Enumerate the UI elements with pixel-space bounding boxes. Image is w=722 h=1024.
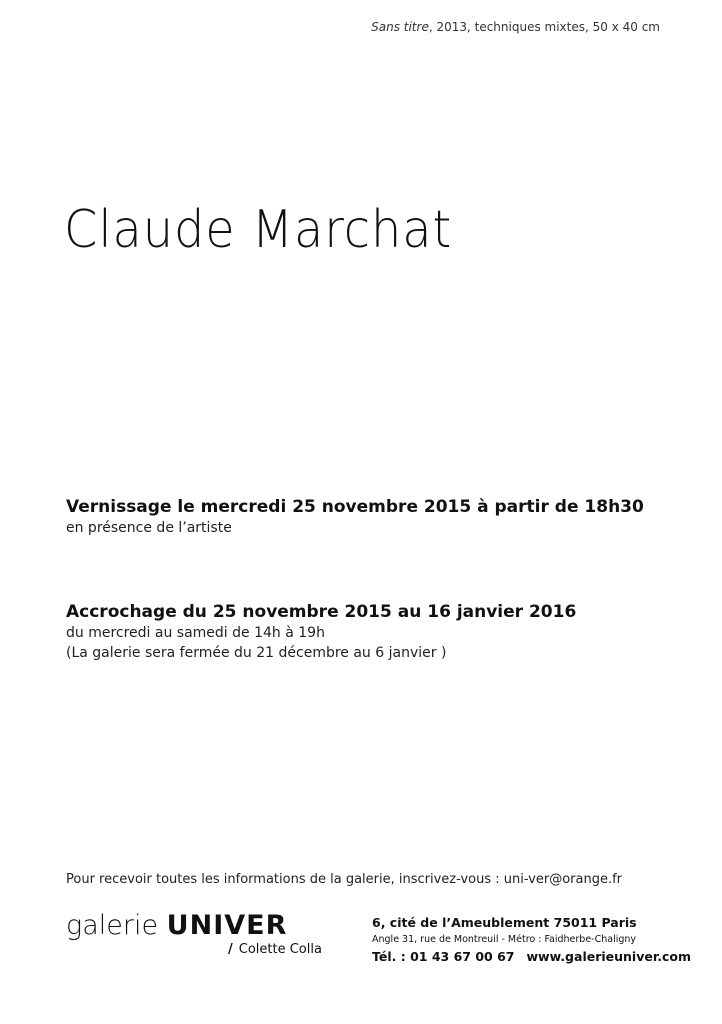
vernissage-headline: Vernissage le mercredi 25 novembre 2015 à partir de 18h30	[66, 497, 644, 517]
gallery-logo	[66, 910, 346, 970]
closure-note: (La galerie sera fermée du 21 décembre au 6 janvier )	[66, 645, 447, 661]
logo-owner	[228, 942, 322, 957]
address-phone: Tél. : 01 43 67 00 67	[372, 949, 515, 964]
address-access: Angle 31, rue de Montreuil - Métro : Faidherbe-Chaligny	[372, 934, 637, 945]
address-contact	[372, 948, 691, 966]
newsletter-text: Pour recevoir toutes les informations de la galerie, inscrivez-vous : uni-ver@orange.fr	[66, 872, 623, 887]
opening-hours: du mercredi au samedi de 14h à 19h	[66, 625, 325, 641]
vernissage-note: en présence de l’artiste	[66, 520, 232, 536]
accrochage-headline: Accrochage du 25 novembre 2015 au 16 janvier 2016	[66, 602, 577, 622]
logo-word-light: galerie	[66, 910, 167, 941]
logo-word-bold: UNIVER	[166, 910, 288, 941]
artwork-title: Sans titre	[371, 20, 429, 34]
logo-wordmark	[66, 910, 346, 942]
artwork-caption	[371, 20, 660, 34]
address-street: 6, cité de l’Ameublement 75011 Paris	[372, 915, 637, 930]
vernissage-section	[66, 496, 644, 538]
address-website: www.galerieuniver.com	[526, 949, 691, 964]
logo-owner-name: Colette Colla	[238, 942, 322, 957]
logo-slash: /	[228, 942, 233, 957]
accrochage-section	[66, 601, 576, 663]
artwork-details: , 2013, techniques mixtes, 50 x 40 cm	[428, 20, 660, 34]
gallery-address	[372, 914, 691, 966]
artist-name: Claude Marchat	[64, 200, 453, 260]
